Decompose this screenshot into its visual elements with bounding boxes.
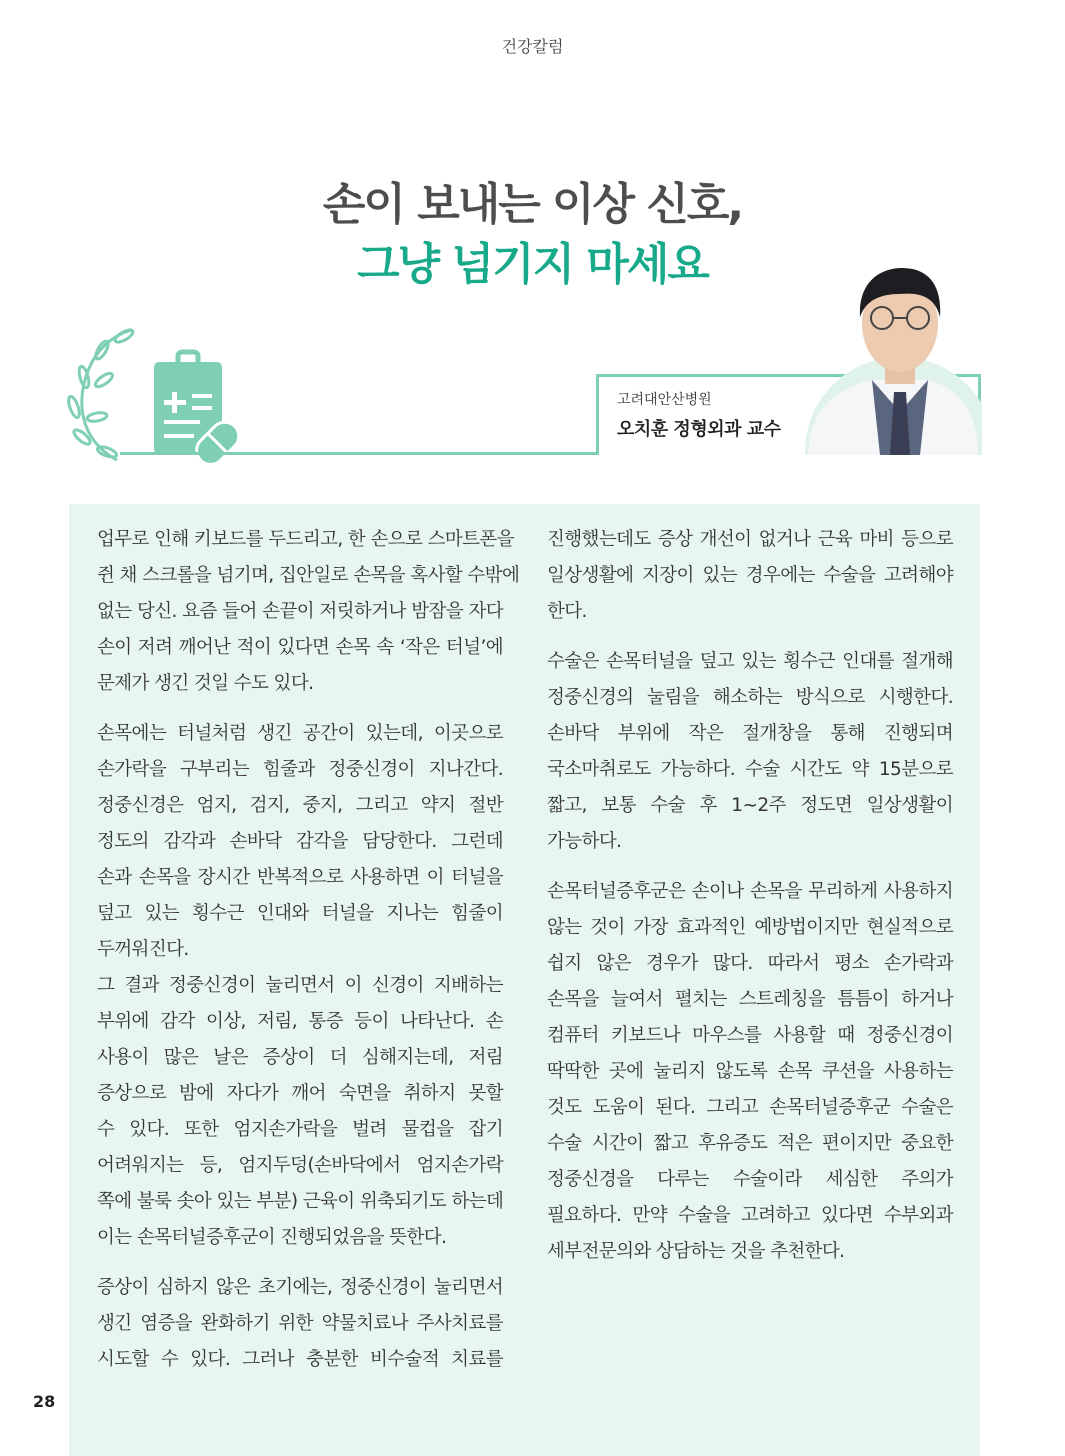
text-line: 부위에 감각 이상, 저림, 통증 등이 나타난다. 손 [97,1011,503,1032]
text-line: 손이 저려 깨어난 적이 있다면 손목 속 ‘작은 터널’에 [97,637,503,658]
text-line: 손목터널증후군은 손이나 손목을 무리하게 사용하지 [547,881,953,902]
page-number: 28 [33,1392,56,1411]
text-line: 일상생활에 지장이 있는 경우에는 수술을 고려해야 [547,565,953,586]
medical-clipboard-illustration [62,322,262,467]
text-line: 손과 손목을 장시간 반복적으로 사용하면 이 터널을 [97,867,503,888]
text-line: 손목을 늘여서 펼치는 스트레칭을 틈틈이 하거나 [547,989,953,1010]
text-line: 사용이 많은 날은 증상이 더 심해지는데, 저림 [97,1047,503,1068]
text-line: 증상으로 밤에 자다가 깨어 숙면을 취하지 못할 [97,1083,503,1104]
text-line: 이는 손목터널증후군이 진행되었음을 뜻한다. [97,1227,447,1248]
text-line: 수술 시간이 짧고 후유증도 적은 편이지만 중요한 [547,1133,953,1154]
text-line: 두꺼워진다. [97,939,189,960]
text-line: 정중신경은 엄지, 검지, 중지, 그리고 약지 절반 [97,795,503,816]
text-line: 손가락을 구부리는 힘줄과 정중신경이 지나간다. [97,759,503,780]
text-line: 한다. [547,601,587,622]
text-line: 시도할 수 있다. 그러나 충분한 비수술적 치료를 [97,1349,503,1370]
paragraph [97,1270,503,1378]
paragraph [97,522,520,702]
article-left-column [97,522,520,1392]
text-line: 국소마취로도 가능하다. 수술 시간도 약 15분으로 [547,759,953,780]
author-hospital: 고려대안산병원 [617,392,712,408]
text-line: 생긴 염증을 완화하기 위한 약물치료나 주사치료를 [97,1313,503,1334]
laurel-icon [66,328,134,460]
text-line: 문제가 생긴 것일 수도 있다. [97,673,314,694]
text-line: 업무로 인해 키보드를 두드리고, 한 손으로 스마트폰을 [97,529,514,550]
text-line: 어려워지는 등, 엄지두덩(손바닥에서 엄지손가락 [97,1155,503,1176]
text-line: 쉽지 않은 경우가 많다. 따라서 평소 손가락과 [547,953,953,974]
paragraph [547,644,953,860]
author-name: 오치훈 정형외과 교수 [617,419,781,440]
paragraph [97,716,503,968]
title-line-1: 손이 보내는 이상 신호, [322,179,743,230]
text-line: 쥔 채 스크롤을 넘기며, 집안일로 손목을 혹사할 수밖에 [97,565,520,586]
text-line: 가능하다. [547,831,622,852]
paragraph [547,874,953,1270]
text-line: 정도의 감각과 손바닥 감각을 담당한다. 그런데 [97,831,503,852]
title-line-2: 그냥 넘기지 마세요 [357,239,708,290]
text-line: 것도 도움이 된다. 그리고 손목터널증후군 수술은 [547,1097,953,1118]
text-line: 필요하다. 만약 수술을 고려하고 있다면 수부외과 [547,1205,953,1226]
text-line: 진행했는데도 증상 개선이 없거나 근육 마비 등으로 [547,529,953,550]
text-line: 컴퓨터 키보드나 마우스를 사용할 때 정중신경이 [547,1025,953,1046]
text-line: 증상이 심하지 않은 초기에는, 정중신경이 눌리면서 [97,1277,503,1298]
article-right-column [547,522,953,1284]
text-line: 수술은 손목터널을 덮고 있는 횡수근 인대를 절개해 [547,651,953,672]
text-line: 세부전문의와 상담하는 것을 추천한다. [547,1241,845,1262]
section-label: 건강칼럼 [501,37,564,56]
text-line: 딱딱한 곳에 눌리지 않도록 손목 쿠션을 사용하는 [547,1061,953,1082]
author-photo [790,262,982,455]
text-line: 손바닥 부위에 작은 절개창을 통해 진행되며 [547,723,953,744]
text-line: 덮고 있는 횡수근 인대와 터널을 지나는 힘줄이 [97,903,503,924]
text-line: 없는 당신. 요즘 들어 손끝이 저릿하거나 밤잠을 자다 [97,601,503,622]
text-line: 정중신경을 다루는 수술이라 세심한 주의가 [547,1169,953,1190]
text-line: 수 있다. 또한 엄지손가락을 벌려 물컵을 잡기 [97,1119,503,1140]
text-line: 않는 것이 가장 효과적인 예방법이지만 현실적으로 [547,917,953,938]
text-line: 정중신경의 눌림을 해소하는 방식으로 시행한다. [547,687,953,708]
text-line: 손목에는 터널처럼 생긴 공간이 있는데, 이곳으로 [97,723,503,744]
paragraph [97,968,503,1256]
text-line: 짧고, 보통 수술 후 1~2주 정도면 일상생활이 [547,795,953,816]
text-line: 그 결과 정중신경이 눌리면서 이 신경이 지배하는 [97,975,503,996]
text-line: 쪽에 불룩 솟아 있는 부분) 근육이 위축되기도 하는데 [97,1191,504,1212]
paragraph [547,522,953,630]
